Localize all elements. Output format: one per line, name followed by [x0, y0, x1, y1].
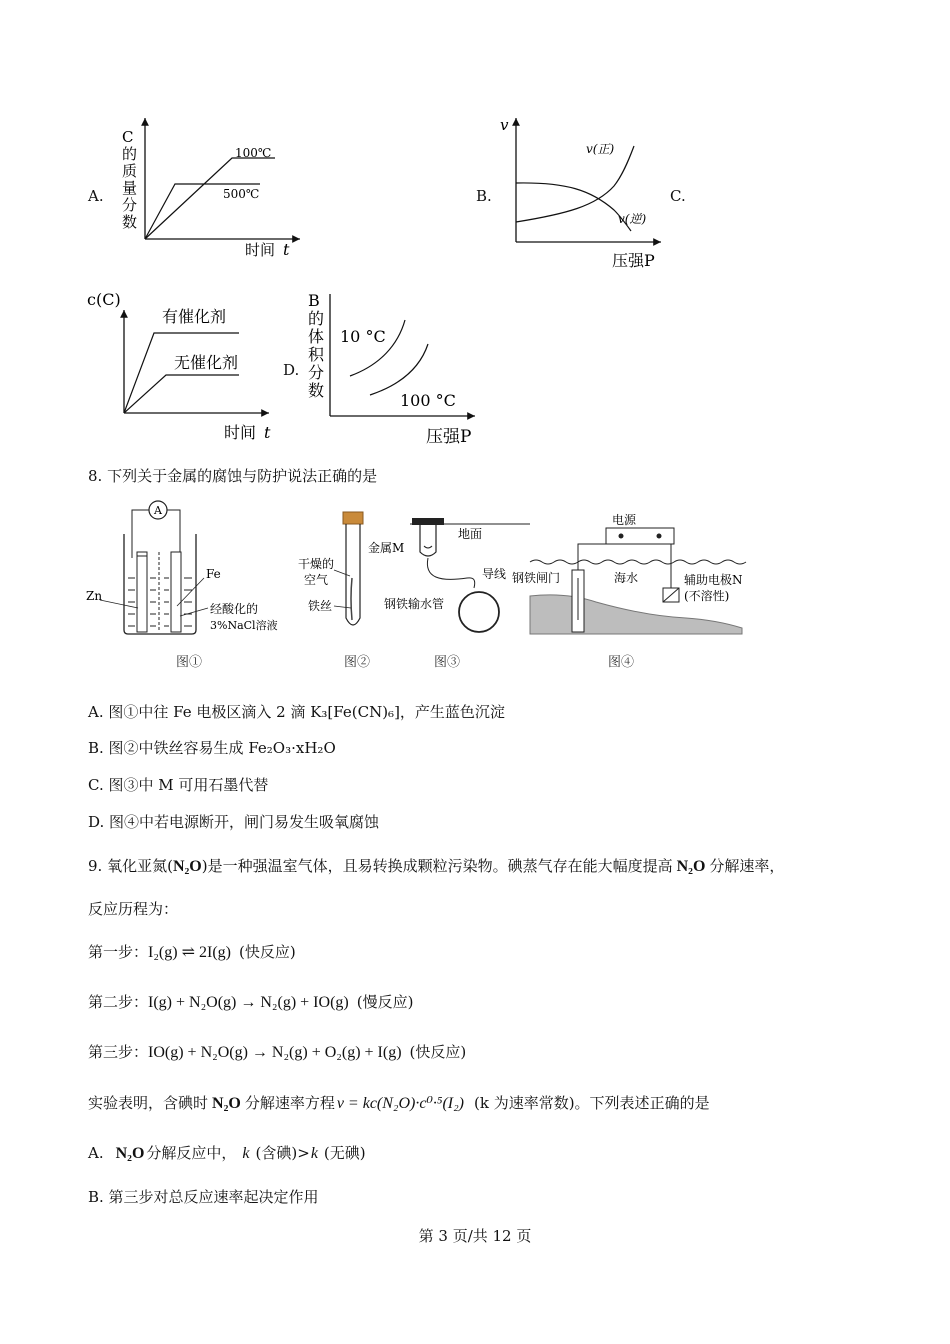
- chart-a-xlabel: 时间: [245, 241, 276, 259]
- q9-stem-part-2: )是一种强温室气体，且易转换成颗粒污染物。碘蒸气存在能大幅度提高: [201, 857, 673, 875]
- chart-d: [300, 290, 485, 450]
- q8-figure-4: [512, 508, 776, 674]
- rate-part-1: 实验表明，含碘时: [88, 1094, 209, 1112]
- chart-b-ylabel: v: [500, 116, 509, 134]
- chart-d-ylabel-char: 分: [308, 363, 325, 382]
- step-2-label: 第二步：: [88, 993, 149, 1011]
- rate-part-2: 分解速率方程: [244, 1094, 335, 1112]
- chart-c-label-catalyst: 有催化剂: [162, 307, 227, 326]
- step-1-equation: I₂(g) ⇌ 2I(g): [148, 944, 231, 961]
- chart-c-xlabel: 时间: [224, 423, 257, 442]
- q9-stem-part-3: 分解速率，: [709, 857, 785, 875]
- step-3-equation: IO(g) + N₂O(g) → N₂(g) + O₂(g) + I(g): [148, 1044, 402, 1061]
- q9-rate-statement: [88, 1093, 710, 1114]
- solution-label-2: 3%NaCl溶液: [210, 619, 278, 632]
- q9-option-a-text-3: (无碘): [323, 1144, 366, 1162]
- pipe-label: 钢铁输水管: [384, 597, 445, 611]
- q7-option-c-label: C.: [670, 187, 686, 205]
- q9-step-1: [88, 942, 296, 963]
- beaker: [124, 534, 196, 634]
- step-1-note: (快反应): [238, 943, 296, 961]
- solution-label-1: 经酸化的: [210, 602, 259, 616]
- q8-stem: 8. 下列关于金属的腐蚀与防护说法正确的是: [88, 467, 378, 485]
- chart-a-xvar: t: [283, 240, 290, 259]
- n2o-formula: N₂O: [172, 858, 202, 875]
- zn-electrode: [137, 552, 147, 632]
- q7-option-a-label: A.: [88, 187, 104, 205]
- metal-m-cap: [412, 518, 444, 525]
- n2o-formula: N₂O: [212, 1095, 241, 1112]
- figure-3-caption: 图③: [434, 655, 461, 670]
- chart-d-ylabel-char: 的: [308, 309, 325, 328]
- dry-air-label-2: 空气: [304, 573, 329, 587]
- ground-label: 地面: [458, 527, 483, 541]
- chart-d-label-100: 100 °C: [400, 391, 456, 410]
- q9-step-3: [88, 1042, 466, 1063]
- q8-figure-3: [362, 508, 532, 674]
- chart-c-ylabel: c(C): [87, 290, 121, 309]
- figure-2-caption: 图②: [344, 655, 371, 670]
- aux-label-1: 辅助电极N: [684, 573, 743, 587]
- wire-label: 导线: [482, 567, 507, 581]
- chart-d-ylabel-char: 积: [308, 345, 325, 364]
- chart-a-ylabel-char: 数: [122, 213, 138, 231]
- metal-m-label: 金属M: [368, 541, 405, 555]
- chart-a-ylabel-char: 的: [122, 145, 138, 163]
- aux-label-2: (不溶性): [684, 589, 730, 603]
- chart-b-label-forward: v(正): [586, 142, 615, 156]
- q7-option-d-label: D.: [283, 361, 300, 379]
- dry-air-label-1: 干燥的: [298, 557, 335, 571]
- step-1-label: 第一步：: [88, 943, 149, 961]
- figure-1-caption: 图①: [176, 655, 203, 670]
- step-2-equation: I(g) + N₂O(g) → N₂(g) + IO(g): [148, 994, 349, 1011]
- conducting-wire: [427, 558, 474, 588]
- chart-a-label-100: 100℃: [235, 146, 272, 160]
- power-label: 电源: [612, 513, 637, 527]
- sea-label: 海水: [614, 571, 639, 585]
- chart-a-label-500: 500℃: [223, 187, 260, 201]
- q9-option-a-text-1: 分解反应中，: [146, 1144, 237, 1162]
- test-tube-stopper: [343, 512, 363, 524]
- iron-wire-label: 铁丝: [308, 599, 333, 613]
- test-tube: [346, 524, 360, 625]
- chart-c-curve-no-catalyst: [124, 375, 239, 413]
- chart-d-ylabel-char: 体: [308, 327, 325, 346]
- chart-a-ylabel-char: 质: [122, 162, 138, 180]
- chart-b-curve-reverse: [516, 183, 631, 231]
- fe-electrode: [171, 552, 181, 632]
- chart-b-xlabel: 压强P: [612, 251, 655, 270]
- chart-c-label-no-catalyst: 无催化剂: [174, 353, 239, 372]
- q9-stem-line-1: [88, 856, 784, 877]
- q8-option-a: A. 图①中往 Fe 电极区滴入 2 滴 K₃[Fe(CN)₆]，产生蓝色沉淀: [88, 703, 505, 721]
- step-2-note: (慢反应): [356, 993, 414, 1011]
- rate-part-3: (k 为速率常数)。下列表述正确的是: [474, 1094, 710, 1112]
- step-3-label: 第三步：: [88, 1043, 149, 1061]
- q8-option-c: C. 图③中 M 可用石墨代替: [88, 776, 269, 794]
- chart-a: [110, 112, 310, 262]
- q7-option-b-label: B.: [476, 187, 492, 205]
- step-3-note: (快反应): [409, 1043, 467, 1061]
- chart-d-ylabel-char: 数: [308, 381, 325, 400]
- q9-stem-line-2: 反应历程为：: [88, 900, 179, 918]
- steel-pipe: [459, 592, 499, 632]
- chart-d-curve-100: [370, 344, 428, 395]
- chart-a-ylabel-char: C: [122, 128, 134, 146]
- power-source: [606, 528, 674, 544]
- zn-label: Zn: [86, 589, 103, 603]
- n2o-formula: N₂O: [115, 1145, 145, 1162]
- q9-option-a-letter: A.: [88, 1144, 104, 1162]
- page-footer: 第 3 页/共 12 页: [418, 1227, 532, 1245]
- rate-constant-k: k: [242, 1145, 250, 1162]
- iron-wire: [351, 578, 352, 620]
- q9-option-b: B. 第三步对总反应速率起决定作用: [88, 1188, 319, 1206]
- q9-option-a: [88, 1143, 366, 1164]
- chart-d-ylabel-char: B: [308, 291, 320, 310]
- chart-d-xlabel: 压强P: [426, 427, 472, 447]
- q9-step-2: [88, 992, 413, 1013]
- ammeter-label: A: [154, 504, 162, 517]
- chart-c: [84, 288, 284, 443]
- chart-a-ylabel-char: 分: [122, 196, 138, 214]
- chart-b-label-reverse: v(逆): [618, 212, 647, 226]
- chart-c-curve-catalyst: [124, 333, 239, 413]
- q8-option-b: B. 图②中铁丝容易生成 Fe₂O₃·xH₂O: [88, 739, 336, 757]
- rate-constant-k: k: [310, 1145, 318, 1162]
- n2o-formula: N₂O: [676, 858, 706, 875]
- chart-d-label-10: 10 °C: [340, 327, 386, 346]
- rate-equation: v = kc(N₂O)·c⁰·⁵(I₂): [336, 1095, 464, 1112]
- figure-4-caption: 图④: [608, 655, 635, 670]
- q8-option-d: D. 图④中若电源断开，闸门易发生吸氧腐蚀: [88, 813, 380, 831]
- q8-figure-1: [80, 496, 320, 672]
- fe-label: Fe: [206, 567, 221, 581]
- q9-option-a-text-2: (含碘)>: [255, 1144, 310, 1162]
- chart-b-curve-forward: [516, 146, 634, 222]
- metal-m: [420, 525, 436, 556]
- chart-c-xvar: t: [264, 423, 271, 442]
- sea-surface: [530, 560, 746, 564]
- gate-label: 钢铁闸门: [512, 571, 561, 585]
- chart-b: [496, 110, 671, 270]
- chart-a-ylabel-char: 量: [122, 179, 138, 197]
- q9-stem-part-1: 9. 氧化亚氮(: [88, 857, 173, 875]
